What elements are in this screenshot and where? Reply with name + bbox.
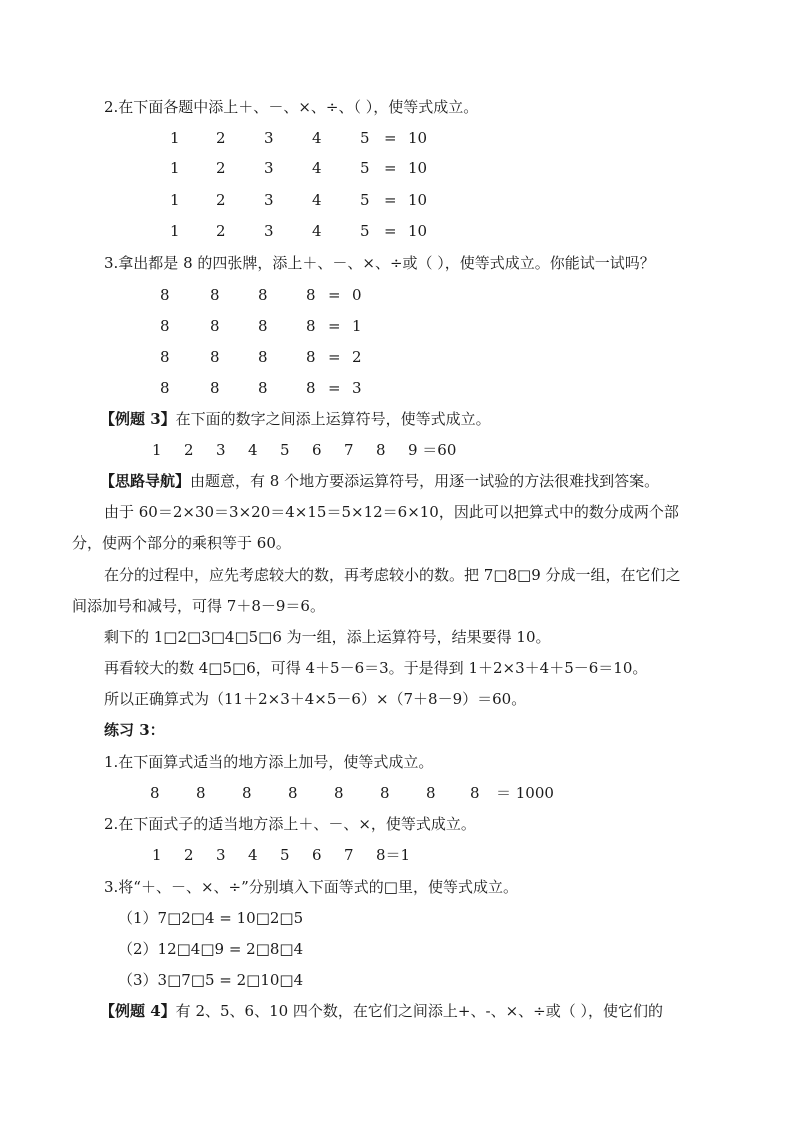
q2-title: 2.在下面各题中添上＋、－、×、÷、（ ），使等式成立。 xyxy=(104,98,479,116)
exercise-3-problem-2: 2.在下面式子的适当地方添上＋、－、×，使等式成立。 xyxy=(104,815,476,833)
q3-equals: = xyxy=(328,379,341,397)
solution-guide-line: 在分的过程中，应先考虑较大的数，再考虑较小的数。把 7□8□9 分成一组，在它们之 xyxy=(104,566,681,584)
q2-num: 3 xyxy=(264,222,274,240)
exercise-3-p1-num: 8 xyxy=(334,784,344,802)
q2-equals: = xyxy=(384,129,397,147)
q3-num: 8 xyxy=(160,379,170,397)
example-3-label: 【例题 3】 xyxy=(100,410,176,428)
q3-num: 8 xyxy=(210,348,220,366)
exercise-3-p1-num: 8 xyxy=(380,784,390,802)
example-3-num: 4 xyxy=(248,441,258,459)
solution-guide-line: 由于 60＝2×30＝3×20＝4×15＝5×12＝6×10，因此可以把算式中的数分成两个部 xyxy=(104,503,679,521)
exercise-3-problem-3-b: （2）12□4□9 = 2□8□4 xyxy=(118,940,304,958)
q2-num: 1 xyxy=(170,159,180,177)
q3-num: 8 xyxy=(210,286,220,304)
exercise-3-p1-num: 8 xyxy=(242,784,252,802)
q3-result: 1 xyxy=(352,317,362,335)
exercise-3-p1-num: 8 xyxy=(288,784,298,802)
q3-num: 8 xyxy=(258,348,268,366)
example-4-label: 【例题 4】 xyxy=(100,1002,176,1020)
q3-num: 8 xyxy=(306,379,316,397)
solution-guide-line: 间添加号和减号，可得 7＋8－9＝6。 xyxy=(72,597,325,615)
q3-result: 0 xyxy=(352,286,362,304)
q2-result: 10 xyxy=(408,159,428,177)
q3-num: 8 xyxy=(306,317,316,335)
q2-num: 1 xyxy=(170,222,180,240)
exercise-3-p1-num: 8 xyxy=(196,784,206,802)
q2-num: 5 xyxy=(360,191,370,209)
example-3-num: 7 xyxy=(344,441,354,459)
q2-result: 10 xyxy=(408,222,428,240)
q2-equals: = xyxy=(384,159,397,177)
q2-num: 2 xyxy=(216,129,226,147)
q2-num: 1 xyxy=(170,191,180,209)
q3-num: 8 xyxy=(258,379,268,397)
exercise-3-problem-3: 3.将“＋、－、×、÷”分别填入下面等式的□里，使等式成立。 xyxy=(104,878,518,896)
exercise-3-p1-num: 8 xyxy=(150,784,160,802)
example-3-result: 9 ＝60 xyxy=(408,441,457,459)
q2-num: 2 xyxy=(216,159,226,177)
exercise-3-title: 练习 3： xyxy=(104,721,165,739)
q3-equals: = xyxy=(328,317,341,335)
solution-guide-line: 分，使两个部分的乘积等于 60。 xyxy=(72,534,291,552)
exercise-3-p2-num: 2 xyxy=(184,846,194,864)
solution-guide-text: 由题意，有 8 个地方要添运算符号，用逐一试验的方法很难找到答案。 xyxy=(190,472,660,490)
q2-num: 5 xyxy=(360,222,370,240)
solution-guide-label: 【思路导航】 xyxy=(100,472,191,490)
exercise-3-p2-num: 5 xyxy=(280,846,290,864)
exercise-3-p2-num: 7 xyxy=(344,846,354,864)
q2-num: 3 xyxy=(264,191,274,209)
exercise-3-p2-num: 1 xyxy=(152,846,162,864)
q3-num: 8 xyxy=(210,317,220,335)
exercise-3-p1-result: ＝ 1000 xyxy=(496,784,554,802)
example-3-num: 8 xyxy=(376,441,386,459)
example-4-text: 有 2、5、6、10 四个数，在它们之间添上+、-、×、÷或（ ），使它们的 xyxy=(175,1002,663,1020)
solution-guide-line: 所以正确算式为（11＋2×3＋4×5－6）×（7＋8－9）＝60。 xyxy=(104,690,527,708)
q2-num: 4 xyxy=(312,191,322,209)
example-3-num: 6 xyxy=(312,441,322,459)
q3-equals: = xyxy=(328,286,341,304)
example-3-num: 5 xyxy=(280,441,290,459)
q3-num: 8 xyxy=(306,348,316,366)
q2-num: 2 xyxy=(216,191,226,209)
example-3-heading xyxy=(100,409,491,429)
q2-result: 10 xyxy=(408,129,428,147)
q3-num: 8 xyxy=(160,348,170,366)
q2-num: 3 xyxy=(264,129,274,147)
q2-num: 1 xyxy=(170,129,180,147)
example-3-num: 2 xyxy=(184,441,194,459)
exercise-3-problem-3-a: （1）7□2□4 = 10□2□5 xyxy=(118,909,304,927)
q2-num: 4 xyxy=(312,222,322,240)
exercise-3-problem-3-c: （3）3□7□5 = 2□10□4 xyxy=(118,971,304,989)
q3-equals: = xyxy=(328,348,341,366)
q2-result: 10 xyxy=(408,191,428,209)
exercise-3-p2-num: 6 xyxy=(312,846,322,864)
exercise-3-p2-num: 4 xyxy=(248,846,258,864)
q3-num: 8 xyxy=(160,286,170,304)
q3-num: 8 xyxy=(258,286,268,304)
q2-num: 4 xyxy=(312,159,322,177)
q2-num: 5 xyxy=(360,159,370,177)
q3-title: 3.拿出都是 8 的四张牌，添上＋、－、×、÷或（ ），使等式成立。你能试一试吗？ xyxy=(104,254,655,272)
example-3-text: 在下面的数字之间添上运算符号，使等式成立。 xyxy=(175,410,491,428)
q2-num: 5 xyxy=(360,129,370,147)
q2-equals: = xyxy=(384,222,397,240)
exercise-3-p1-num: 8 xyxy=(470,784,480,802)
q2-num: 2 xyxy=(216,222,226,240)
q3-num: 8 xyxy=(210,379,220,397)
example-4-heading xyxy=(100,1001,663,1021)
q3-num: 8 xyxy=(258,317,268,335)
solution-guide-line xyxy=(100,471,659,491)
q2-equals: = xyxy=(384,191,397,209)
example-3-num: 1 xyxy=(152,441,162,459)
q3-num: 8 xyxy=(160,317,170,335)
example-3-num: 3 xyxy=(216,441,226,459)
q3-result: 2 xyxy=(352,348,362,366)
q3-result: 3 xyxy=(352,379,362,397)
exercise-3-p1-num: 8 xyxy=(426,784,436,802)
q3-num: 8 xyxy=(306,286,316,304)
q2-num: 3 xyxy=(264,159,274,177)
solution-guide-line: 剩下的 1□2□3□4□5□6 为一组，添上运算符号，结果要得 10。 xyxy=(104,628,551,646)
exercise-3-p2-result: 8＝1 xyxy=(376,846,411,864)
exercise-3-p2-num: 3 xyxy=(216,846,226,864)
q2-num: 4 xyxy=(312,129,322,147)
exercise-3-problem-1: 1.在下面算式适当的地方添上加号，使等式成立。 xyxy=(104,753,434,771)
solution-guide-line: 再看较大的数 4□5□6，可得 4＋5－6＝3。于是得到 1＋2×3＋4＋5－6＝10。 xyxy=(104,659,648,677)
